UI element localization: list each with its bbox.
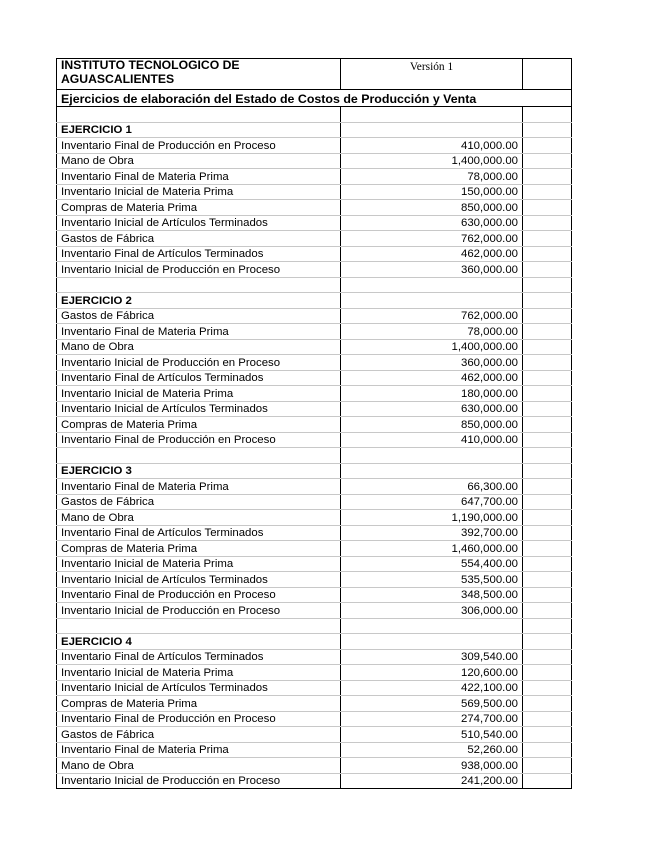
empty-cell — [523, 510, 572, 526]
empty-cell — [523, 153, 572, 169]
empty-cell — [523, 184, 572, 200]
amount-value: 52,260.00 — [341, 742, 523, 758]
table-row — [57, 169, 572, 185]
concept-label: Inventario Inicial de Producción en Proceso — [57, 603, 341, 619]
empty-cell — [57, 277, 341, 293]
empty-cell — [523, 572, 572, 588]
concept-label: Inventario Final de Producción en Proceso — [57, 138, 341, 154]
empty-cell — [523, 634, 572, 650]
amount-value: 360,000.00 — [341, 262, 523, 278]
concept-label: Inventario Final de Materia Prima — [57, 169, 341, 185]
concept-label: Inventario Inicial de Materia Prima — [57, 556, 341, 572]
concept-label: Inventario Inicial de Producción en Proceso — [57, 355, 341, 371]
amount-value: 78,000.00 — [341, 324, 523, 340]
empty-cell — [57, 107, 341, 123]
table-row — [57, 665, 572, 681]
empty-cell — [341, 107, 523, 123]
table-row — [57, 711, 572, 727]
amount-value: 1,400,000.00 — [341, 339, 523, 355]
table-row — [57, 494, 572, 510]
sheet-body — [57, 59, 572, 789]
concept-label: Inventario Final de Materia Prima — [57, 479, 341, 495]
table-row — [57, 417, 572, 433]
amount-value: 306,000.00 — [341, 603, 523, 619]
concept-label: Inventario Inicial de Artículos Terminados — [57, 215, 341, 231]
amount-value: 462,000.00 — [341, 370, 523, 386]
sheet-subtitle: Ejercicios de elaboración del Estado de Costos de Producción y Venta — [57, 90, 572, 107]
empty-cell — [523, 603, 572, 619]
amount-value: 1,460,000.00 — [341, 541, 523, 557]
concept-label: Compras de Materia Prima — [57, 417, 341, 433]
empty-cell — [523, 649, 572, 665]
concept-label: Gastos de Fábrica — [57, 727, 341, 743]
table-row — [57, 773, 572, 789]
amount-value: 510,540.00 — [341, 727, 523, 743]
blank-row — [57, 107, 572, 123]
amount-value: 647,700.00 — [341, 494, 523, 510]
empty-cell — [523, 122, 572, 138]
table-row — [57, 556, 572, 572]
concept-label: Compras de Materia Prima — [57, 696, 341, 712]
empty-cell — [523, 355, 572, 371]
table-row — [57, 525, 572, 541]
table-row — [57, 680, 572, 696]
blank-row — [57, 448, 572, 464]
concept-label: Inventario Inicial de Producción en Proceso — [57, 262, 341, 278]
empty-cell — [523, 494, 572, 510]
concept-label: Inventario Final de Artículos Terminados — [57, 649, 341, 665]
amount-value: 762,000.00 — [341, 231, 523, 247]
amount-value: 360,000.00 — [341, 355, 523, 371]
concept-label: Inventario Final de Artículos Terminados — [57, 246, 341, 262]
empty-cell — [523, 665, 572, 681]
table-row — [57, 215, 572, 231]
concept-label: Inventario Final de Materia Prima — [57, 742, 341, 758]
empty-cell — [523, 680, 572, 696]
subtitle-row — [57, 90, 572, 107]
table-row — [57, 742, 572, 758]
concept-label: Inventario Final de Artículos Terminados — [57, 370, 341, 386]
exercise-sheet — [56, 58, 572, 789]
table-row — [57, 324, 572, 340]
table-row — [57, 370, 572, 386]
amount-value: 1,190,000.00 — [341, 510, 523, 526]
empty-cell — [523, 169, 572, 185]
empty-cell — [523, 742, 572, 758]
concept-label: Inventario Inicial de Producción en Proceso — [57, 773, 341, 789]
concept-label: Mano de Obra — [57, 339, 341, 355]
table-row — [57, 587, 572, 603]
concept-label: Inventario Inicial de Artículos Terminados — [57, 680, 341, 696]
concept-label: Inventario Final de Artículos Terminados — [57, 525, 341, 541]
amount-value: 180,000.00 — [341, 386, 523, 402]
empty-cell — [523, 308, 572, 324]
empty-cell — [523, 246, 572, 262]
empty-cell — [57, 618, 341, 634]
concept-label: Inventario Final de Materia Prima — [57, 324, 341, 340]
table-row — [57, 386, 572, 402]
table-row — [57, 572, 572, 588]
amount-value: 938,000.00 — [341, 758, 523, 774]
concept-label: Gastos de Fábrica — [57, 308, 341, 324]
empty-cell — [523, 59, 572, 90]
exercise-header — [57, 463, 572, 479]
table-row — [57, 603, 572, 619]
amount-value: 1,400,000.00 — [341, 153, 523, 169]
blank-row — [57, 618, 572, 634]
concept-label: Inventario Final de Producción en Proceso — [57, 587, 341, 603]
empty-cell — [523, 479, 572, 495]
table-row — [57, 339, 572, 355]
empty-cell — [523, 324, 572, 340]
empty-cell — [523, 107, 572, 123]
amount-value: 274,700.00 — [341, 711, 523, 727]
empty-cell — [523, 200, 572, 216]
empty-cell — [523, 277, 572, 293]
table-row — [57, 401, 572, 417]
table-row — [57, 727, 572, 743]
empty-cell — [341, 277, 523, 293]
empty-cell — [523, 525, 572, 541]
table-row — [57, 479, 572, 495]
amount-value: 150,000.00 — [341, 184, 523, 200]
concept-label: Inventario Final de Producción en Proceso — [57, 432, 341, 448]
empty-cell — [341, 448, 523, 464]
empty-cell — [523, 401, 572, 417]
empty-cell — [523, 231, 572, 247]
concept-label: Inventario Inicial de Artículos Terminados — [57, 401, 341, 417]
blank-row — [57, 277, 572, 293]
amount-value: 569,500.00 — [341, 696, 523, 712]
empty-cell — [523, 293, 572, 309]
amount-value: 241,200.00 — [341, 773, 523, 789]
empty-cell — [523, 711, 572, 727]
table-row — [57, 432, 572, 448]
amount-value: 422,100.00 — [341, 680, 523, 696]
table-row — [57, 649, 572, 665]
empty-cell — [523, 215, 572, 231]
amount-value: 309,540.00 — [341, 649, 523, 665]
empty-cell — [523, 541, 572, 557]
table-row — [57, 138, 572, 154]
empty-cell — [523, 386, 572, 402]
empty-cell — [523, 138, 572, 154]
empty-cell — [523, 696, 572, 712]
empty-cell — [57, 448, 341, 464]
exercise-title: EJERCICIO 4 — [57, 634, 341, 650]
empty-cell — [523, 463, 572, 479]
concept-label: Gastos de Fábrica — [57, 494, 341, 510]
amount-value: 630,000.00 — [341, 401, 523, 417]
empty-cell — [523, 727, 572, 743]
concept-label: Inventario Inicial de Materia Prima — [57, 386, 341, 402]
amount-value: 78,000.00 — [341, 169, 523, 185]
table-row — [57, 696, 572, 712]
concept-label: Mano de Obra — [57, 758, 341, 774]
amount-value: 535,500.00 — [341, 572, 523, 588]
table-row — [57, 200, 572, 216]
table-row — [57, 510, 572, 526]
empty-cell — [523, 370, 572, 386]
empty-cell — [523, 758, 572, 774]
empty-cell — [341, 463, 523, 479]
exercise-title: EJERCICIO 3 — [57, 463, 341, 479]
concept-label: Inventario Inicial de Artículos Terminados — [57, 572, 341, 588]
amount-value: 630,000.00 — [341, 215, 523, 231]
empty-cell — [523, 339, 572, 355]
header-row — [57, 59, 572, 90]
empty-cell — [341, 122, 523, 138]
amount-value: 66,300.00 — [341, 479, 523, 495]
empty-cell — [523, 618, 572, 634]
amount-value: 410,000.00 — [341, 432, 523, 448]
concept-label: Compras de Materia Prima — [57, 200, 341, 216]
concept-label: Inventario Final de Producción en Proceso — [57, 711, 341, 727]
concept-label: Inventario Inicial de Materia Prima — [57, 665, 341, 681]
table-row — [57, 541, 572, 557]
amount-value: 410,000.00 — [341, 138, 523, 154]
concept-label: Mano de Obra — [57, 510, 341, 526]
concept-label: Gastos de Fábrica — [57, 231, 341, 247]
amount-value: 392,700.00 — [341, 525, 523, 541]
table-row — [57, 758, 572, 774]
concept-label: Mano de Obra — [57, 153, 341, 169]
empty-cell — [523, 432, 572, 448]
amount-value: 462,000.00 — [341, 246, 523, 262]
amount-value: 554,400.00 — [341, 556, 523, 572]
amount-value: 762,000.00 — [341, 308, 523, 324]
amount-value: 850,000.00 — [341, 417, 523, 433]
exercise-header — [57, 122, 572, 138]
empty-cell — [523, 262, 572, 278]
exercise-header — [57, 293, 572, 309]
table-row — [57, 184, 572, 200]
institute-name: INSTITUTO TECNOLOGICO DE AGUASCALIENTES — [57, 59, 341, 90]
empty-cell — [523, 556, 572, 572]
concept-label: Compras de Materia Prima — [57, 541, 341, 557]
amount-value: 348,500.00 — [341, 587, 523, 603]
exercise-header — [57, 634, 572, 650]
table-row — [57, 246, 572, 262]
table-row — [57, 308, 572, 324]
empty-cell — [523, 587, 572, 603]
empty-cell — [523, 773, 572, 789]
table-row — [57, 355, 572, 371]
version-label: Versión 1 — [341, 59, 523, 90]
table-row — [57, 231, 572, 247]
amount-value: 850,000.00 — [341, 200, 523, 216]
empty-cell — [341, 618, 523, 634]
empty-cell — [341, 634, 523, 650]
table-row — [57, 262, 572, 278]
empty-cell — [523, 448, 572, 464]
empty-cell — [523, 417, 572, 433]
concept-label: Inventario Inicial de Materia Prima — [57, 184, 341, 200]
empty-cell — [341, 293, 523, 309]
amount-value: 120,600.00 — [341, 665, 523, 681]
exercise-title: EJERCICIO 1 — [57, 122, 341, 138]
table-row — [57, 153, 572, 169]
exercise-title: EJERCICIO 2 — [57, 293, 341, 309]
